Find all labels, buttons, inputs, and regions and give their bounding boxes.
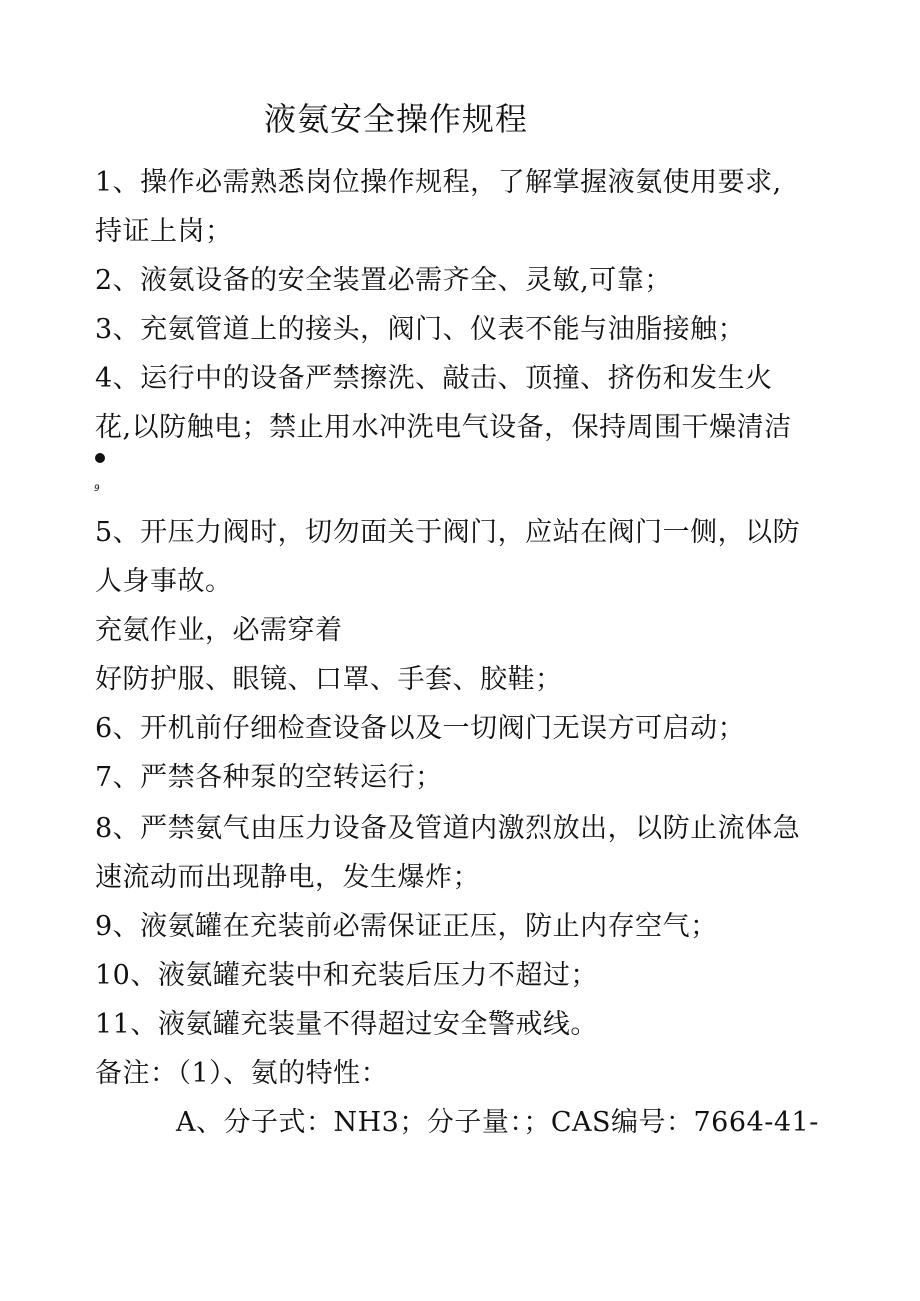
bullet-dot xyxy=(95,453,105,463)
text-line: 好防护服、眼镜、口罩、手套、胶鞋； xyxy=(95,664,563,695)
text-line: 10、液氨罐充装中和充装后压力不超过； xyxy=(95,960,598,991)
text-line: 9、液氨罐在充装前必需保证正压，防止内存空气； xyxy=(95,911,718,942)
text-line: 备注：（1）、氨的特性： xyxy=(95,1058,389,1089)
text-line: 速流动而出现静电，发生爆炸； xyxy=(95,862,480,893)
text-line: 1、操作必需熟悉岗位操作规程，了解掌握液氨使用要求, xyxy=(95,167,782,198)
text-line: 充氨作业，必需穿着 xyxy=(95,615,343,646)
text-line: 3、充氨管道上的接头，阀门、仪表不能与油脂接触； xyxy=(95,314,746,345)
text-line: 5、开压力阀时，切勿面关于阀门，应站在阀门一侧，以防 xyxy=(95,517,801,548)
document-title: 液氨安全操作规程 xyxy=(264,100,529,138)
text-line: 人身事故。 xyxy=(95,566,233,597)
text-line: 4、运行中的设备严禁擦洗、敲击、顶撞、挤伤和发生火 xyxy=(95,363,773,394)
stray-mark: 9 xyxy=(94,484,100,494)
text-line: 花,以防触电；禁止用水冲洗电气设备，保持周围干燥清洁 xyxy=(95,412,792,443)
text-line: A、分子式：NH3；分子量：；CAS编号：7664-41- xyxy=(176,1107,819,1138)
text-line: 8、严禁氨气由压力设备及管道内激烈放出，以防止流体急 xyxy=(95,813,801,844)
text-line: 11、液氨罐充装量不得超过安全警戒线。 xyxy=(95,1009,598,1040)
text-line: 2、液氨设备的安全装置必需齐全、灵敏,可靠； xyxy=(95,265,672,296)
text-line: 6、开机前仔细检查设备以及一切阀门无误方可启动； xyxy=(95,713,746,744)
text-line: 7、严禁各种泵的空转运行； xyxy=(95,762,443,793)
text-line: 持证上岗； xyxy=(95,216,233,247)
